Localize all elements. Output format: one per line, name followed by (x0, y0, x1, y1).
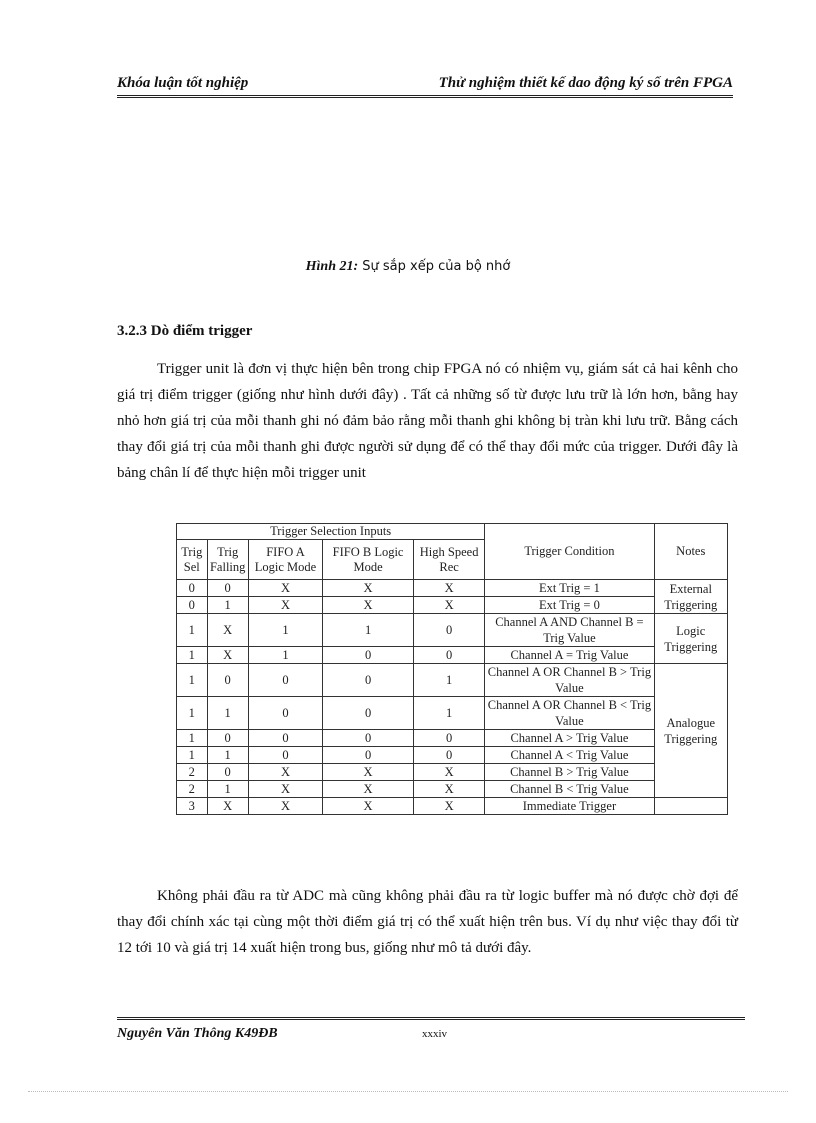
table-row (177, 580, 728, 597)
header-thesis-type: Khóa luận tốt nghiệp (117, 75, 249, 91)
paragraph-trigger-unit: Trigger unit là đơn vị thực hiện bên trong chip FPGA nó có nhiệm vụ, giám sát cả hai kênh cho giá trị điểm trigger (giống như hình dưới đây) . Tất cả những số từ được lưu trữ là lớn hơn, bằng hay nhỏ hơn giá trị của mỗi thanh ghi nó đảm bảo rằng mỗi thanh ghi không bị tràn khi lưu trữ. Bằng cách thay đổi giá trị của mỗi thanh ghi được người sử dụng để có thể thay đổi mức của trigger. Dưới đây là bảng chân lí để thực hiện mỗi trigger unit (117, 361, 738, 481)
cell-condition: Channel A < Trig Value (485, 747, 654, 764)
cell-condition: Channel A = Trig Value (485, 647, 654, 664)
cell-sel: 2 (177, 781, 208, 798)
cell-high-speed: X (413, 580, 484, 597)
cell-fifo-b: X (323, 597, 414, 614)
cell-condition: Immediate Trigger (485, 798, 654, 815)
cell-fifo-a: X (248, 798, 322, 815)
table-row (177, 764, 728, 781)
cell-sel: 0 (177, 597, 208, 614)
table-row (177, 614, 728, 647)
cell-sel: 1 (177, 647, 208, 664)
section-heading: 3.2.3 Dò điểm trigger (117, 323, 253, 339)
table-row (177, 730, 728, 747)
table-row (177, 798, 728, 815)
cell-high-speed: X (413, 597, 484, 614)
cell-fall: 0 (207, 730, 248, 747)
cell-high-speed: X (413, 798, 484, 815)
header-high-speed: High Speed Rec (413, 540, 484, 580)
paragraph-bus-timing: Không phải đầu ra từ ADC mà cũng không phải đầu ra từ logic buffer mà nó được chờ đợi để thay đổi chính xác tại cùng một thời điểm giá trị có thể xuất hiện trên bus. Ví dụ như việc thay đổi từ 12 tới 10 và giá trị 14 xuất hiện trong bus, giống như mô tả dưới đây. (117, 888, 738, 956)
note-analogue: Analogue Triggering (654, 664, 727, 798)
trigger-truth-table (176, 523, 728, 815)
cell-condition: Channel A OR Channel B > Trig Value (485, 664, 654, 697)
header-notes: Notes (654, 524, 727, 580)
page-bottom-rule (28, 1091, 788, 1092)
figure-caption (0, 259, 816, 275)
cell-fall: 1 (207, 597, 248, 614)
figure-caption-text: Sự sắp xếp của bộ nhớ (358, 259, 511, 274)
cell-fifo-b: 0 (323, 730, 414, 747)
cell-fifo-a: 0 (248, 747, 322, 764)
cell-high-speed: 0 (413, 730, 484, 747)
header-fifo-a: FIFO A Logic Mode (248, 540, 322, 580)
header-trig-falling: Trig Falling (207, 540, 248, 580)
cell-fifo-a: X (248, 764, 322, 781)
header-trigger-condition: Trigger Condition (485, 524, 654, 580)
cell-fall: 1 (207, 747, 248, 764)
cell-fifo-b: 0 (323, 697, 414, 730)
cell-high-speed: 1 (413, 664, 484, 697)
header-thesis-title: Thử nghiệm thiết kế dao động ký số trên FPGA (438, 75, 733, 91)
cell-sel: 2 (177, 764, 208, 781)
cell-fifo-b: X (323, 798, 414, 815)
table-row (177, 697, 728, 730)
cell-condition: Ext Trig = 0 (485, 597, 654, 614)
table-row (177, 664, 728, 697)
cell-fifo-b: X (323, 580, 414, 597)
figure-number: Hình 21: (305, 259, 359, 274)
cell-fifo-b: X (323, 764, 414, 781)
cell-sel: 1 (177, 614, 208, 647)
cell-condition: Channel B < Trig Value (485, 781, 654, 798)
cell-condition: Ext Trig = 1 (485, 580, 654, 597)
cell-fifo-a: 0 (248, 697, 322, 730)
cell-fall: 0 (207, 664, 248, 697)
page-footer (117, 1017, 745, 1041)
cell-high-speed: 0 (413, 747, 484, 764)
cell-fall: X (207, 647, 248, 664)
table-row (177, 747, 728, 764)
table-row (177, 597, 728, 614)
cell-fall: 1 (207, 781, 248, 798)
cell-high-speed: X (413, 764, 484, 781)
table-row (177, 647, 728, 664)
cell-fifo-a: X (248, 597, 322, 614)
table-group-header: Trigger Selection Inputs (177, 524, 485, 540)
cell-condition: Channel B > Trig Value (485, 764, 654, 781)
note-logic: Logic Triggering (654, 614, 727, 664)
cell-fall: 0 (207, 764, 248, 781)
cell-high-speed: 1 (413, 697, 484, 730)
cell-fifo-b: 0 (323, 647, 414, 664)
cell-high-speed: 0 (413, 647, 484, 664)
cell-fifo-a: 0 (248, 664, 322, 697)
cell-fall: 0 (207, 580, 248, 597)
cell-condition: Channel A AND Channel B = Trig Value (485, 614, 654, 647)
cell-fall: X (207, 614, 248, 647)
cell-fifo-a: 1 (248, 647, 322, 664)
cell-high-speed: X (413, 781, 484, 798)
cell-fifo-b: 1 (323, 614, 414, 647)
header-fifo-b: FIFO B Logic Mode (323, 540, 414, 580)
cell-fifo-b: 0 (323, 747, 414, 764)
cell-fall: 1 (207, 697, 248, 730)
page-header (117, 73, 733, 98)
cell-sel: 0 (177, 580, 208, 597)
cell-condition: Channel A OR Channel B < Trig Value (485, 697, 654, 730)
cell-fifo-b: 0 (323, 664, 414, 697)
header-trig-sel: Trig Sel (177, 540, 208, 580)
footer-author: Nguyên Văn Thông K49ĐB (117, 1026, 278, 1041)
cell-fifo-a: 0 (248, 730, 322, 747)
cell-sel: 3 (177, 798, 208, 815)
cell-fifo-a: 1 (248, 614, 322, 647)
cell-sel: 1 (177, 664, 208, 697)
cell-fifo-a: X (248, 580, 322, 597)
note-empty (654, 798, 727, 815)
cell-sel: 1 (177, 730, 208, 747)
table-row (177, 781, 728, 798)
cell-sel: 1 (177, 747, 208, 764)
cell-fifo-b: X (323, 781, 414, 798)
cell-condition: Channel A > Trig Value (485, 730, 654, 747)
cell-high-speed: 0 (413, 614, 484, 647)
cell-fifo-a: X (248, 781, 322, 798)
cell-sel: 1 (177, 697, 208, 730)
note-external: External Triggering (654, 580, 727, 614)
cell-fall: X (207, 798, 248, 815)
page-number: xxxiv (422, 1028, 448, 1040)
